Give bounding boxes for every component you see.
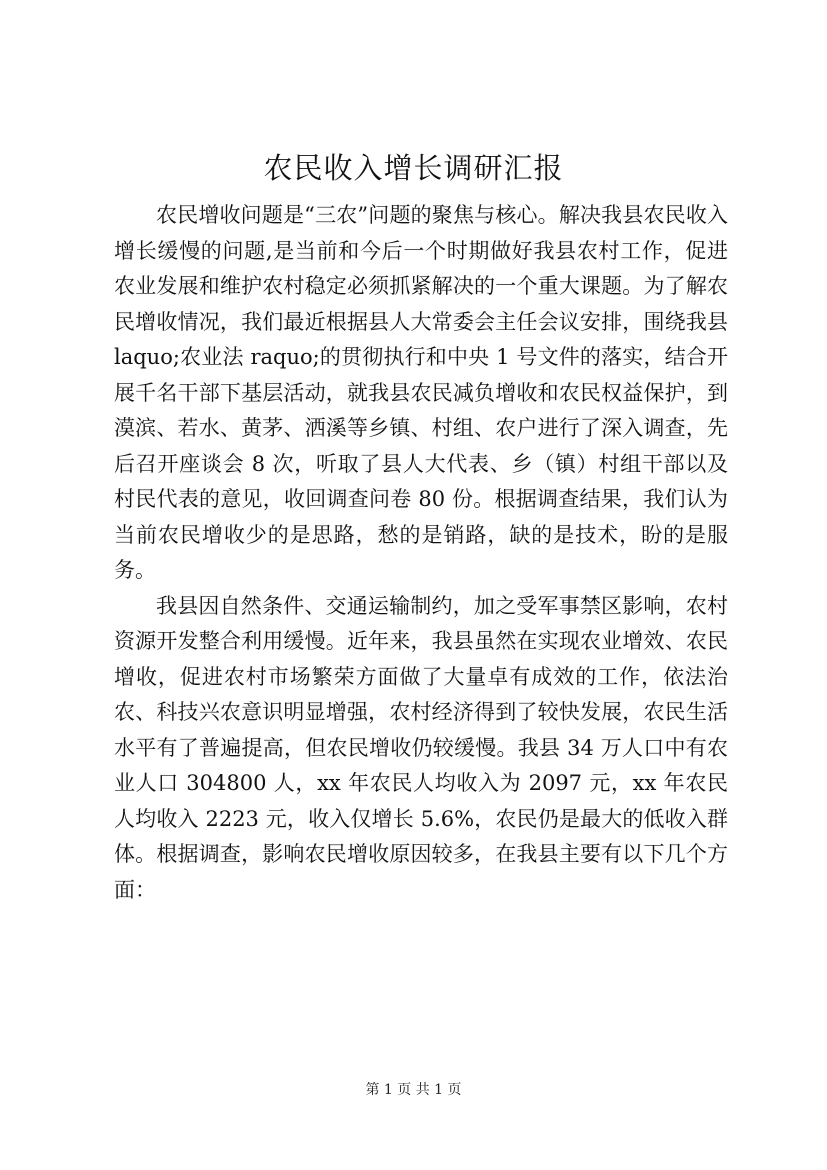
document-body <box>114 198 728 908</box>
page-footer: 第 1 页 共 1 页 <box>365 1082 462 1098</box>
document-title: 农民收入增长调研汇报 <box>263 151 564 185</box>
paragraph-1: 农民增收问题是“三农”问题的聚焦与核心。解决我县农民收入增长缓慢的问题,是当前和今后一个时期做好我县农村工作，促进农业发展和维护农村稳定必须抓紧解决的一个重大课题。为了解农民增收情况，我们最近根据县人大常委会主任会议安排，围绕我县 laquo;农业法 raquo;的贯彻执行和中央 1 号文件的落实，结合开展千名干部下基层活动，就我县农民减负增收和农民权益保护，到漠滨、若水、黄茅、洒溪等乡镇、村组、农户进行了深入调查，先后召开座谈会 8 次，听取了县人大代表、乡（镇）村组干部以及村民代表的意见，收回调查问卷 80 份。根据调查结果，我们认为当前农民增收少的是思路，愁的是销路，缺的是技术，盼的是服务。 <box>114 203 728 582</box>
paragraph-2: 我县因自然条件、交通运输制约，加之受军事禁区影响，农村资源开发整合利用缓慢。近年来，我县虽然在实现农业增效、农民增收，促进农村市场繁荣方面做了大量卓有成效的工作，依法治农、科技兴农意识明显增强，农村经济得到了较快发展，农民生活水平有了普遍提高，但农民增收仍较缓慢。我县 34 万人口中有农业人口 304800 人，xx 年农民人均收入为 2097 元，xx 年农民人均收入 2223 元，收入仅增长 5.6%，农民仍是最大的低收入群体。根据调查，影响农民增收原因较多，在我县主要有以下几个方面： <box>114 593 728 902</box>
